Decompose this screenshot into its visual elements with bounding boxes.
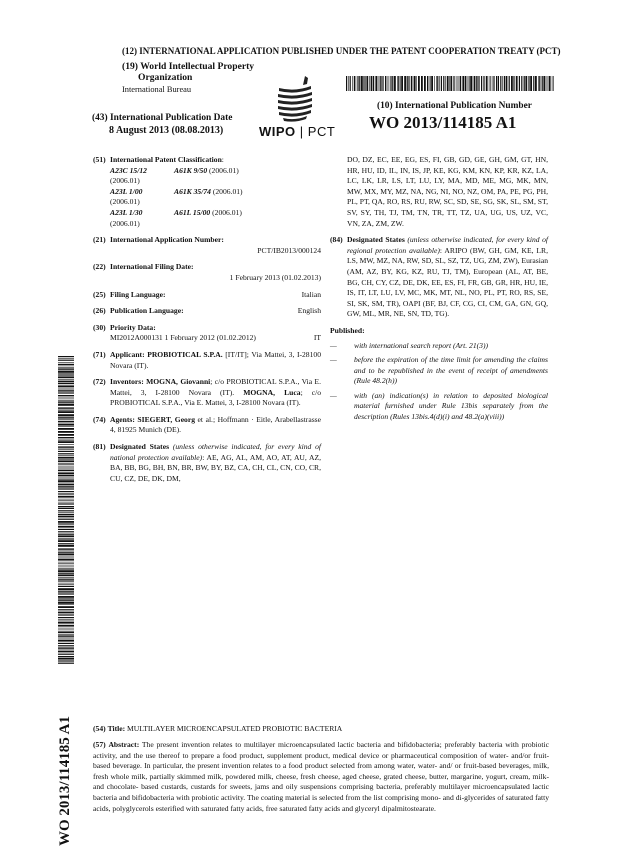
publication-date: 8 August 2013 (08.08.2013) [109,125,224,136]
field-30-priority-data: (30) Priority Data: MI2012A000131 1 February 2012 (01.02.2012) IT [93,322,321,343]
side-barcode [58,356,74,664]
ipc-codes [110,166,321,230]
field-74-agents: (74) Agents: SIEGERT, Georg et al.; Hoffmann · Eitle, Arabellastrasse 4, 81925 Munich (DE). [93,414,321,435]
field-25-filing-language: (25) Filing Language: Italian [93,289,321,299]
ipc-code: A23L 1/30 (2006.01) [110,207,143,228]
field-71-applicant: (71) Applicant: PROBIOTICAL S.P.A. [IT/IT]; Via Mattei, 3, I-28100 Novara (IT). [93,349,321,370]
publication-barcode [346,76,554,91]
published-item: — with (an) indication(s) in relation to deposited biological material furnished under Rule 13bis separately from the description (Rules 13bis.4(d)(i) and 48.2(a)(viii)) [330,390,548,422]
bibliographic-right-column [330,155,548,429]
field-72-inventors: (72) Inventors: MOGNA, Giovanni; c/o PROBIOTICAL S.P.A., Via E. Mattei, 3, I-28100 Novara (IT). MOGNA, Luca; c/o PROBIOTICAL S.P.A., Via E. Mattei, 3, I-28100 Novara (IT). [93,377,322,408]
field-57-abstract: (57) Abstract: The present invention relates to multilayer microencapsulated lactic bacteria and bifidobacteria; preferably bacteria with probiotic activity, and the use thereof to prepare a food product, supplement product, medical device or pharmaceutical composition of water- and/or fruit-based beverage. In particular, the present invention relates to a food product selected from among water, water- and/ or fruit-based beverages, milk, fresh whole milk, partially skimmed milk, powdered milk, cheese, fresh cheese, aged cheese, grated cheese, butter, margarine, yogurt, cream, milk- and chocolate- based custards, custards for sweets, jams and oily suspensions comprising bacteria, preferably multilayer microencapsulated lactic bacteria and bifidobacteria with probiotic activity. The coating material is selected from the list comprising mono- and di-glycerides of saturated fatty acids, polyglycerols esterified with saturated fatty acids, free saturated fatty acids and glyceryl dipalmitostearate. [93,740,549,813]
field-21-application-number: (21) International Application Number: PCT/IB2013/000124 [93,235,321,255]
wipo-emblem-icon [275,74,315,124]
publication-type-heading: (12) INTERNATIONAL APPLICATION PUBLISHED UNDER THE PATENT COOPERATION TREATY (PCT) [122,46,561,56]
wipo-wordmark: WIPO [259,124,296,139]
publication-date-label: (43) International Publication Date [92,113,233,123]
org-line2: Organization [138,72,193,83]
side-number-text: WO 2013/114185 A1 [57,715,73,846]
field-54-title: (54) Title: MULTILAYER MICROENCAPSULATED PROBIOTIC BACTERIA [93,724,343,733]
publication-number: WO 2013/114185 A1 [369,113,517,132]
published-item: — before the expiration of the time limit for amending the claims and to be republished in the event of receipt of amendments (Rule 48.2(h)) [330,355,548,386]
wipo-organization [122,61,282,83]
bibliographic-left-column [93,155,321,490]
field-81-continued: DO, DZ, EC, EE, EG, ES, FI, GB, GD, GE, GH, GM, GT, HN, HR, HU, ID, IL, IN, IS, JP, KE, KG, KM, KN, KP, KR, KZ, LA, LC, LK, LR, LS, LT, LU, LY, MA, MD, ME, MG, MK, MN, MW, MX, MY, MZ, NA, NG, NI, NO, NZ, OM, PA, PE, PG, PH, PL, PT, QA, RO, RS, RU, RW, SC, SD, SE, SG, SK, SL, SM, ST, SV, SY, TH, TJ, TM, TN, TR, TT, TZ, UA, UG, US, UZ, VC, VN, ZA, ZM, ZW. [347,155,548,228]
field-26-publication-language: (26) Publication Language: English [93,306,321,316]
published-section [330,326,548,423]
ipc-code: A23L 1/00 (2006.01) [110,186,143,207]
ipc-code: A61L 15/00 (2006.01) [174,207,242,217]
org-line1: (19) World Intellectual Property [122,61,255,72]
ipc-code: A61K 35/74 (2006.01) [174,186,243,196]
ipc-code: A23C 15/12 (2006.01) [110,165,147,186]
international-bureau: International Bureau [122,85,192,94]
pct-wordmark: PCT [307,124,336,139]
published-label: Published: [330,325,365,335]
wipo-pct-logo: WIPO | PCT [259,124,336,139]
ipc-code: A61K 9/50 (2006.01) [174,165,239,175]
side-publication-number [57,676,77,846]
field-51-classification: (51) International Patent Classification: A23C 15/12 (2006.01) A61K 9/50 (2006.01) A23L 1/00 (2006.01) A61K 35/74 (2006.01) A23L 1/30 (2006.01) A61L 15/00 (2006.01) [93,155,321,229]
published-item: — with international search report (Art. 21(3)) [330,340,489,350]
field-81-designated-states: (81) Designated States (unless otherwise indicated, for every kind of national protection available): AE, AG, AL, AM, AO, AT, AU, AZ, BA, BB, BG, BH, BN, BR, BW, BY, BZ, CA, CH, CL, CN, CO, CR, CU, CZ, DE, DK, DM, [93,442,321,483]
publication-number-label: (10) International Publication Number [377,101,532,111]
field-22-filing-date: (22) International Filing Date: 1 February 2013 (01.02.2013) [93,262,321,282]
field-84-regional-states: (84) Designated States (unless otherwise indicated, for every kind of regional protection available): ARIPO (BW, GH, GM, KE, LR, LS, MW, MZ, NA, RW, SD, SL, SZ, TZ, UG, ZM, ZW), Eurasian (AM, AZ, BY, KG, KZ, RU, TJ, TM), European (AL, AT, BE, BG, CH, CY, CZ, DE, DK, EE, ES, FI, FR, GB, GR, HR, HU, IE, IS, IT, LT, LU, LV, MC, MK, MT, NL, NO, PL, PT, RO, RS, SE, SI, SK, SM, TR), OAPI (BF, BJ, CF, CG, CI, CM, GA, GN, GQ, GW, ML, MR, NE, SN, TD, TG). [330,235,549,319]
